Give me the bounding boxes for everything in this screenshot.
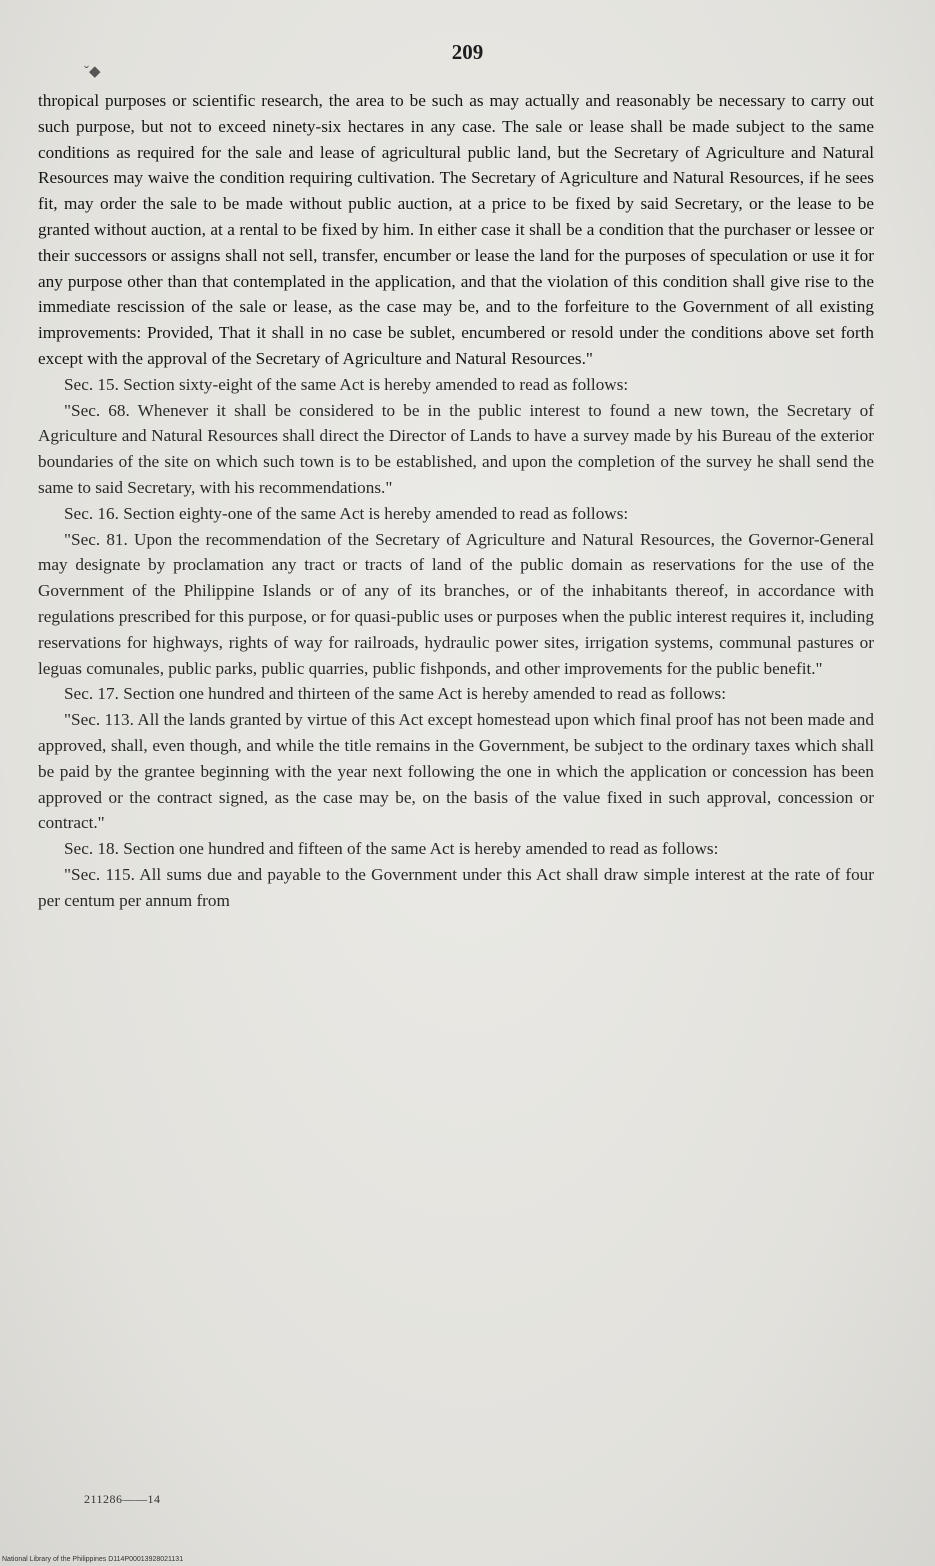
paragraph-sec-18: Sec. 18. Section one hundred and fifteen of the same Act is hereby amended to read as follows: (64, 839, 719, 859)
paragraph-sec-115: "Sec. 115. All sums due and payable to the Government under this Act shall draw simple interest at the rate of four per centum per annum from (38, 864, 874, 910)
library-caption: National Library of the Philippines D114P00013928021131 (2, 1556, 184, 1563)
paragraph-sec-81: "Sec. 81. Upon the recommendation of the Secretary of Agriculture and Natural Resources, the Governor-General may designate by proclamation any tract or tracts of land of the public domain as reservations for the use of the Government of the Philippine Islands or of any of its branches, or of the inhabitants thereof, in accordance with regulations prescribed for this purpose, or for quasi-public uses or purposes when the public interest requires it, including reservations for highways, rights of way for railroads, hydraulic power sites, irrigation systems, communal pastures or leguas comunales, public parks, public quarries, public fishponds, and other improvements for the public benefit." (38, 529, 874, 678)
paragraph-sec-68: "Sec. 68. Whenever it shall be considered to be in the public interest to found a new town, the Secretary of Agriculture and Natural Resources shall direct the Director of Lands to have a survey made by his Bureau of the exterior boundaries of the site on which such town is to be established, and upon the completion of the survey he shall send the same to said Secretary, with his recommendations." (38, 400, 874, 497)
paragraph-sec-113: "Sec. 113. All the lands granted by virtue of this Act except homestead upon which final proof has not been made and approved, shall, even though, and while the title remains in the Government, be subject to the ordinary taxes which shall be paid by the grantee beginning with the year next following the one in which the application or concession has been approved or the contract signed, as the case may be, on the basis of the value fixed in such approval, concession or contract." (38, 710, 874, 833)
signature-mark: 211286——14 (84, 1492, 161, 1506)
paragraph-continuation: thropical purposes or scientific research, the area to be such as may actually and reasonably be necessary to carry out such purpose, but not to exceed ninety-six hectares in any case. The sale or lease shall be made subject to the same conditions as required for the sale and lease of agricultural public land, but the Secretary of Agriculture and Natural Resources may waive the condition requiring cultivation. The Secretary of Agriculture and Natural Resources, if he sees fit, may order the sale to be made without public auction, at a price to be fixed by said Secretary, or the lease to be granted without auction, at a rental to be fixed by him. In either case it shall be a condition that the purchaser or lessee or their successors or assigns shall not sell, transfer, encumber or lease the land for the purposes of speculation or use it for any purpose other than that contemplated in the application, and that the violation of this condition shall give rise to the immediate rescission of the sale or lease, as the case may be, and to the forfeiture to the Government of all existing improvements: Provided, That it shall in no case be sublet, encumbered or resold under the conditions above set forth except with the approval of the Secretary of Agriculture and Natural Resources." (38, 91, 874, 368)
paragraph-sec-17: Sec. 17. Section one hundred and thirteen of the same Act is hereby amended to read as follows: (64, 684, 727, 704)
paragraph-sec-15: Sec. 15. Section sixty-eight of the same Act is hereby amended to read as follows: (64, 374, 629, 394)
page-number: 209 (451, 40, 484, 64)
body-text (38, 88, 874, 914)
paragraph-sec-16: Sec. 16. Section eighty-one of the same Act is hereby amended to read as follows: (64, 503, 629, 523)
corner-mark: ˇ◆ (84, 64, 101, 80)
